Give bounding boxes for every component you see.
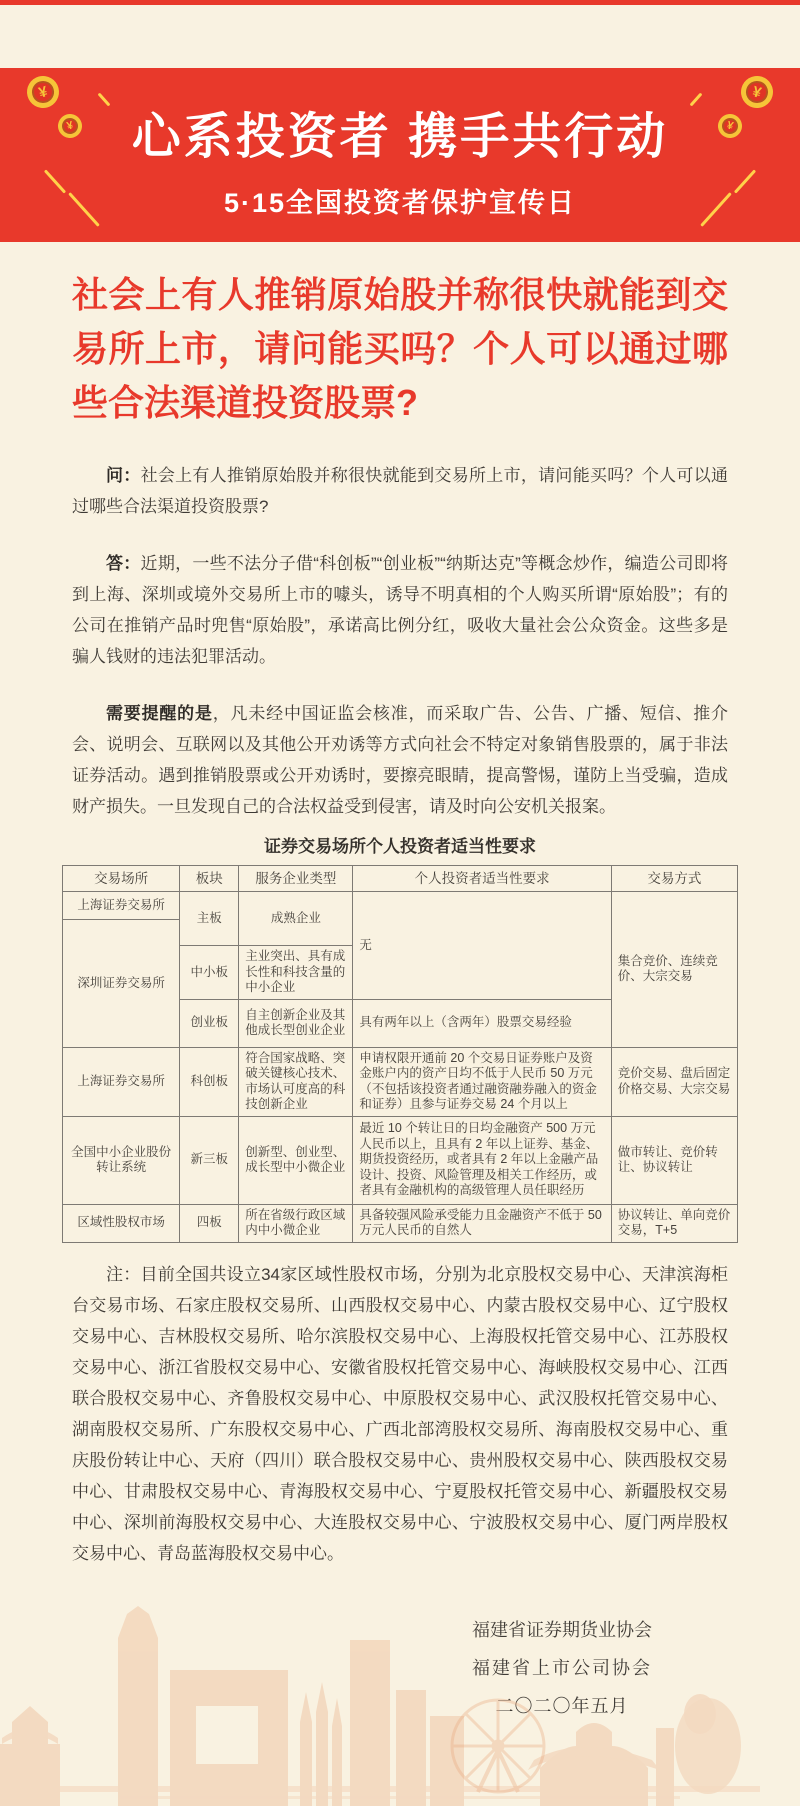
cell-star-trading: 竞价交易、盘后固定价格交易、大宗交易 (611, 1047, 737, 1116)
question-label: 问： (106, 466, 141, 485)
cell-sme-board: 中小板 (180, 946, 239, 1000)
table-title: 证券交易场所个人投资者适当性要求 (264, 837, 536, 856)
reminder-paragraph (72, 698, 728, 822)
yuan-symbol: ¥ (744, 79, 771, 106)
col-header-board: 板块 (180, 866, 239, 892)
col-header-trading-method: 交易方式 (611, 866, 737, 892)
answer-text: 近期，一些不法分子借“科创板”“创业板”“纳斯达克”等概念炒作，编造公司即将到上海、深圳或境外交易所上市的噱头，诱导不明真相的个人购买所谓“原始股”；有的公司在推销产品时兜售“原始股”，承诺高比例分红，吸收大量社会公众资金。这些多是骗人钱财的违法犯罪活动。 (72, 554, 729, 666)
answer-paragraph (72, 548, 728, 672)
cell-main-trading: 集合竞价、连续竞价、大宗交易 (611, 892, 737, 1048)
cell-regional-trading: 协议转让、单向竞价交易，T+5 (611, 1204, 737, 1242)
cell-szse-venue: 深圳证券交易所 (63, 920, 180, 1048)
cell-star-board: 科创板 (180, 1047, 239, 1116)
cell-gem-requirement: 具有两年以上（含两年）股票交易经验 (353, 999, 611, 1047)
table-row (63, 892, 738, 920)
top-red-strip (0, 0, 800, 5)
cell-neeq-venue: 全国中小企业股份转让系统 (63, 1116, 180, 1204)
question-headline: 社会上有人推销原始股并称很快就能到交易所上市，请问能买吗？个人可以通过哪些合法渠道投资股票? (72, 274, 728, 423)
cell-neeq-board: 新三板 (180, 1116, 239, 1204)
cell-regional-requirement: 具备较强风险承受能力且金融资产不低于 50 万元人民币的自然人 (353, 1204, 611, 1242)
yuan-symbol: ¥ (60, 116, 80, 136)
signature-org1: 福建省证券期货业协会 (472, 1619, 652, 1640)
cell-main-type: 成熟企业 (239, 892, 353, 946)
cell-gem-board: 创业板 (180, 999, 239, 1047)
yuan-symbol: ¥ (30, 79, 57, 106)
table-header-row (63, 866, 738, 892)
header-banner (0, 68, 800, 242)
cell-sse2-venue: 上海证券交易所 (63, 1047, 180, 1116)
yuan-symbol: ¥ (720, 116, 740, 136)
question-text: 社会上有人推销原始股并称很快就能到交易所上市，请问能买吗？个人可以通过哪些合法渠道投资股票? (72, 466, 729, 516)
signature-block (0, 1611, 652, 1725)
col-header-investor-requirement: 个人投资者适当性要求 (353, 866, 611, 892)
answer-label: 答： (106, 554, 141, 573)
signature-org2: 福建省上市公司协会 (472, 1657, 652, 1678)
banner-title: 心系投资者 携手共行动 (131, 110, 669, 164)
cell-regional-type: 所在省级行政区域内中小微企业 (239, 1204, 353, 1242)
cell-neeq-type: 创新型、创业型、成长型中小微企业 (239, 1116, 353, 1204)
table-row (63, 1116, 738, 1204)
banner-subtitle: 5·15全国投资者保护宣传日 (223, 188, 577, 218)
suitability-table (62, 865, 738, 1243)
table-row (63, 1204, 738, 1242)
question-paragraph (72, 460, 728, 522)
cell-main-requirement: 无 (353, 892, 611, 1000)
cell-gem-type: 自主创新企业及其他成长型创业企业 (239, 999, 353, 1047)
cell-neeq-requirement: 最近 10 个转让日的日均金融资产 500 万元人民币以上，且具有 2 年以上证券、基金、期货投资经历，或者具有 2 年以上金融产品设计、投资、风险管理及相关工作经历，或者具有金融机构的高级管理人员任职经历 (353, 1116, 611, 1204)
cell-sse-venue: 上海证券交易所 (63, 892, 180, 920)
cell-star-type: 符合国家战略、突破关键核心技术、市场认可度高的科技创新企业 (239, 1047, 353, 1116)
signature-date: 二〇二〇年五月 (495, 1695, 629, 1716)
cell-star-requirement: 申请权限开通前 20 个交易日证券账户及资金账户内的资产日均不低于人民币 50 万元（不包括该投资者通过融资融券融入的资金和证券）且参与证券交易 24 个月以上 (353, 1047, 611, 1116)
col-header-venue: 交易场所 (63, 866, 180, 892)
reminder-text: ，凡未经中国证监会核准，而采取广告、公告、广播、短信、推介会、说明会、互联网以及其他公开劝诱等方式向社会不特定对象销售股票的，属于非法证券活动。遇到推销股票或公开劝诱时，要擦亮眼睛，提高警惕，谨防上当受骗，造成财产损失。一旦发现自己的合法权益受到侵害，请及时向公安机关报案。 (72, 704, 728, 816)
col-header-enterprise-type: 服务企业类型 (239, 866, 353, 892)
note-paragraph: 注：目前全国共设立34家区域性股权市场，分别为北京股权交易中心、天津滨海柜台交易市场、石家庄股权交易所、山西股权交易中心、内蒙古股权交易中心、辽宁股权交易中心、吉林股权交易所、哈尔滨股权交易中心、上海股权托管交易中心、江苏股权交易中心、浙江省股权交易中心、安徽省股权托管交易中心、海峡股权交易中心、江西联合股权交易中心、齐鲁股权交易中心、中原股权交易中心、武汉股权托管交易中心、湖南股权交易所、广东股权交易中心、广西北部湾股权交易所、海南股权交易中心、重庆股份转让中心、天府（四川）联合股权交易中心、贵州股权交易中心、陕西股权交易中心、甘肃股权交易中心、青海股权交易中心、宁夏股权托管交易中心、新疆股权交易中心、深圳前海股权交易中心、大连股权交易中心、宁波股权交易中心、厦门两岸股权交易中心、青岛蓝海股权交易中心。 (72, 1264, 728, 1563)
reminder-label: 需要提醒的是 (106, 704, 213, 723)
cell-regional-board: 四板 (180, 1204, 239, 1242)
cell-sme-type: 主业突出、具有成长性和科技含量的中小企业 (239, 946, 353, 1000)
cell-neeq-trading: 做市转让、竞价转让、协议转让 (611, 1116, 737, 1204)
cell-regional-venue: 区域性股权市场 (63, 1204, 180, 1242)
table-row (63, 1047, 738, 1116)
cell-main-board: 主板 (180, 892, 239, 946)
